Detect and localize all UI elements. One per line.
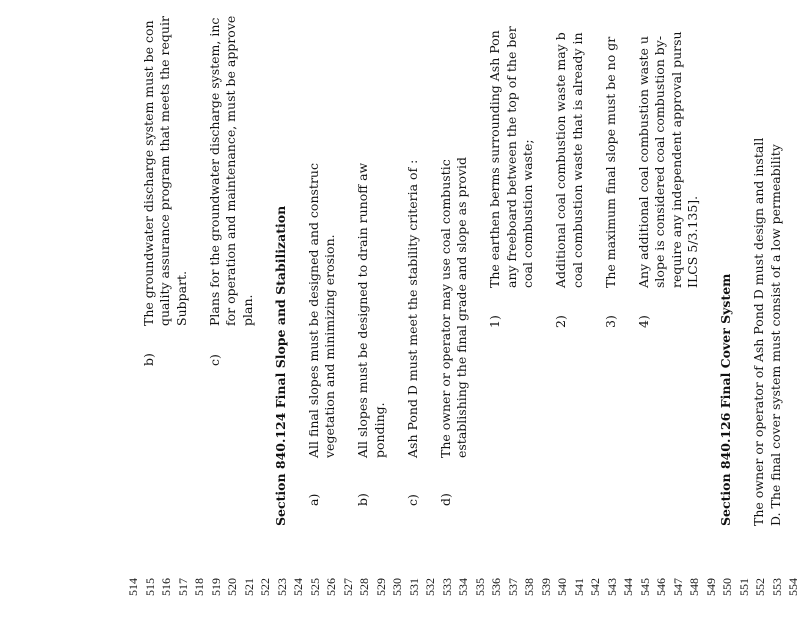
text-line-538: coal combustion waste;	[520, 139, 535, 288]
line-number: 544	[621, 578, 635, 596]
line-number: 517	[175, 578, 190, 596]
item-label-4: 4)	[635, 315, 651, 328]
line-number: 518	[192, 578, 206, 596]
text-line-531: Ash Pond D must meet the stability criteria of :	[404, 159, 420, 458]
line-number: 532	[423, 578, 437, 596]
text-line-519: Plans for the groundwater discharge system, inc	[206, 17, 222, 326]
text-line-546: slope is considered coal combustion by-	[652, 35, 667, 288]
line-number: 542	[588, 578, 602, 596]
text-line-533: The owner or operator may use coal combustic	[437, 159, 453, 458]
item-label-2: 2)	[553, 315, 568, 328]
text-line-521: plan.	[239, 294, 255, 326]
text-line-525: All final slopes must be designed and construc	[305, 163, 321, 458]
text-line-528: All slopes must be designed to drain runoff aw	[355, 162, 370, 458]
line-number: 527	[340, 578, 355, 596]
line-number: 550	[720, 578, 734, 596]
line-number: 515	[142, 578, 157, 596]
line-number: 535	[472, 578, 487, 596]
line-number: 537	[505, 578, 520, 596]
line-number: 553	[769, 578, 784, 596]
item-label-d: d)	[437, 493, 453, 506]
text-line-552: The owner or operator of Ash Pond D must design and install	[751, 137, 766, 526]
item-label-a: a)	[305, 493, 321, 506]
text-line-526: vegetation and minimizing erosion.	[322, 234, 337, 458]
text-line-548: ILCS 5/3.135].	[685, 195, 700, 288]
line-number: 516	[159, 578, 173, 596]
section-heading-840-124: Section 840.124 Final Slope and Stabilization	[272, 205, 288, 526]
text-line-540: Additional coal combustion waste may b	[553, 32, 568, 288]
line-number: 547	[670, 578, 685, 596]
text-line-547: require any independent approval pursu	[668, 31, 684, 288]
line-number: 534	[456, 578, 470, 596]
line-number: 529	[373, 578, 388, 596]
line-number: 521	[241, 578, 256, 596]
line-number: 548	[687, 578, 701, 596]
text-line-553: D. The final cover system must consist of a low permeability	[767, 144, 783, 526]
section-heading-840-126: Section 840.126 Final Cover System	[718, 273, 733, 526]
text-line-520: for operation and maintenance, must be approve	[223, 15, 238, 326]
line-number: 536	[489, 578, 503, 596]
line-number: 528	[357, 578, 371, 596]
line-number: 530	[390, 578, 404, 596]
text-line-517: Subpart.	[173, 270, 189, 326]
item-label-c: c)	[206, 354, 222, 366]
line-number: 540	[555, 578, 569, 596]
text-line-543: The maximum final slope must be no gr	[602, 36, 618, 288]
line-number: 531	[406, 578, 421, 596]
line-number: 545	[637, 578, 652, 596]
line-number: 543	[604, 578, 619, 596]
line-number: 520	[225, 578, 239, 596]
line-number: 514	[126, 578, 140, 596]
line-number: 549	[703, 578, 718, 596]
item-label-3: 3)	[602, 315, 618, 328]
line-number: 554	[786, 578, 800, 596]
text-line-536: The earthen berms surrounding Ash Pon	[487, 30, 502, 288]
text-line-541: coal combustion waste that is already in	[569, 32, 585, 288]
line-number: 525	[307, 578, 322, 596]
item-label-b-2: b)	[355, 493, 370, 506]
text-line-529: ponding.	[371, 402, 387, 458]
text-line-516: quality assurance program that meets the requir	[157, 16, 172, 326]
line-number: 552	[753, 578, 767, 596]
line-number: 551	[736, 578, 751, 596]
line-number: 546	[654, 578, 668, 596]
item-label-b: b)	[140, 353, 156, 366]
line-number: 526	[324, 578, 338, 596]
line-number: 539	[538, 578, 553, 596]
text-line-537: any freeboard between the top of the ber	[503, 26, 519, 288]
line-number: 538	[522, 578, 536, 596]
item-label-c-2: c)	[404, 494, 420, 506]
item-label-1: 1)	[487, 315, 502, 328]
line-number: 524	[291, 578, 305, 596]
line-number: 519	[208, 578, 223, 596]
text-line-515: The groundwater discharge system must be con	[140, 20, 156, 326]
line-number: 533	[439, 578, 454, 596]
line-number: 523	[274, 578, 289, 596]
text-line-534: establishing the final grade and slope as provid	[454, 156, 469, 458]
line-number: 541	[571, 578, 586, 596]
text-line-545: Any additional coal combustion waste u	[635, 36, 651, 288]
line-number: 522	[258, 578, 272, 596]
